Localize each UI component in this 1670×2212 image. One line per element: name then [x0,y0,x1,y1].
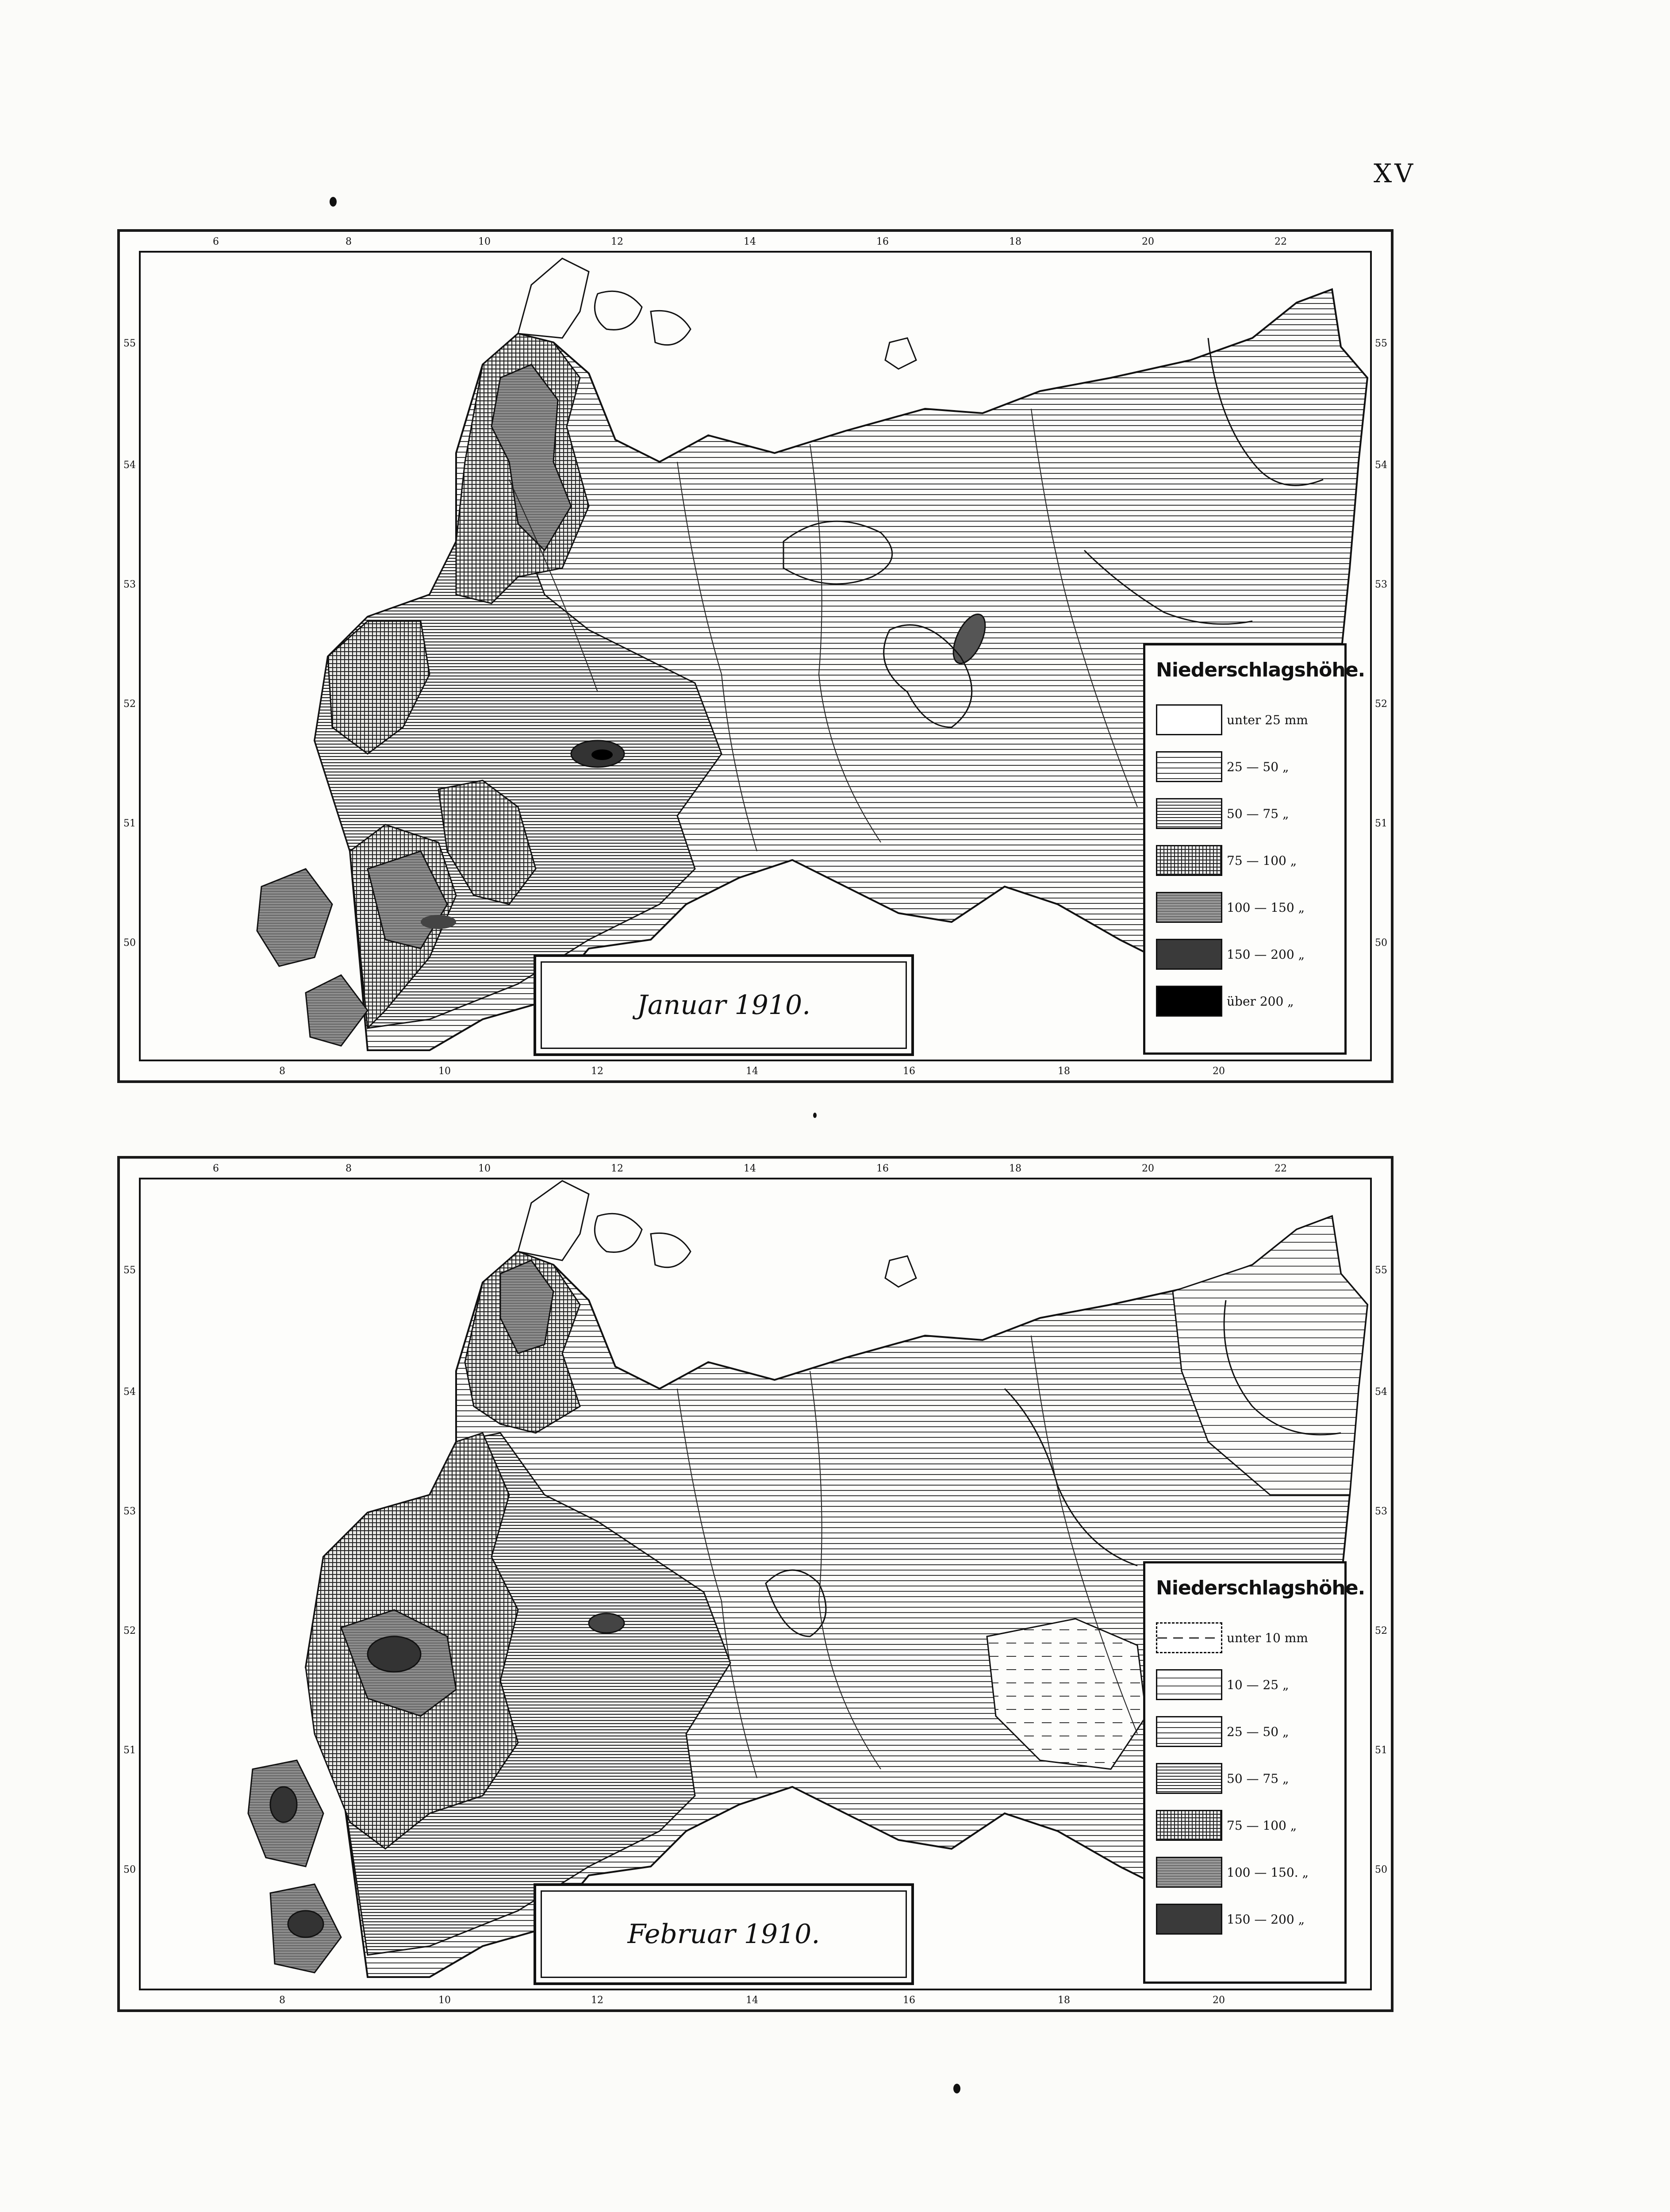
latitude-tick-right: 51 [1375,818,1387,829]
latitude-tick-left: 53 [123,579,136,590]
longitude-tick-top: 18 [1009,236,1021,247]
zone-100-150-southwest [257,869,332,966]
latitude-tick-left: 54 [123,460,136,471]
legend-item [1156,1755,1336,1802]
legend-item [1156,884,1336,931]
longitude-tick-bottom: 14 [746,1995,758,2006]
latitude-tick-left: 50 [123,937,136,949]
legend-label: 50 — 75 „ [1227,806,1289,821]
legend-swatch-gray-light [1156,892,1222,923]
legend-title: Niederschlagshöhe. [1156,1577,1365,1599]
longitude-tick-bottom: 10 [438,1066,451,1077]
latitude-tick-left: 52 [123,699,136,710]
legend-swatch-crosshatch [1156,1810,1222,1841]
legend-label: 10 — 25 „ [1227,1677,1289,1692]
longitude-tick-top: 14 [744,236,756,247]
legend [1143,643,1365,1055]
legend-label: über 200 „ [1227,994,1294,1009]
longitude-tick-bottom: 16 [903,1995,915,2006]
latitude-tick-right: 53 [1375,579,1387,590]
latitude-tick-right: 50 [1375,937,1387,949]
legend-item [1156,790,1336,837]
latitude-tick-left: 51 [123,818,136,829]
longitude-tick-bottom: 8 [279,1995,285,2006]
longitude-tick-top: 14 [744,1163,756,1174]
longitude-tick-top: 20 [1142,236,1154,247]
legend-swatch-lines-dense [1156,1763,1222,1794]
map-title-box [534,1883,914,1985]
latitude-tick-right: 55 [1375,338,1387,349]
page-number: XV [1374,158,1416,188]
legend-item [1156,1896,1336,1943]
latitude-tick-right: 52 [1375,1625,1387,1636]
longitude-tick-top: 20 [1142,1163,1154,1174]
longitude-tick-top: 8 [346,1163,352,1174]
print-speck [330,197,337,207]
longitude-tick-bottom: 20 [1213,1995,1225,2006]
legend-swatch-lines-dense [1156,798,1222,829]
precipitation-map-february [117,1156,1394,2012]
longitude-tick-bottom: 20 [1213,1066,1225,1077]
legend-item [1156,931,1336,978]
longitude-tick-bottom: 8 [279,1066,285,1077]
longitude-tick-top: 10 [478,236,491,247]
zone-150-200-b [270,1787,297,1822]
longitude-tick-bottom: 18 [1058,1995,1070,2006]
latitude-tick-right: 50 [1375,1864,1387,1875]
latitude-tick-left: 51 [123,1745,136,1756]
zone-150-200-c [421,915,456,929]
zone-150-200-a [368,1636,421,1672]
longitude-tick-bottom: 16 [903,1066,915,1077]
legend-item [1156,696,1336,743]
legend-item [1156,837,1336,884]
map-title-box [534,954,914,1056]
zone-100-150-south [306,975,368,1046]
legend-swatch-crosshatch [1156,845,1222,876]
latitude-tick-left: 50 [123,1864,136,1875]
latitude-tick-right: 54 [1375,460,1387,471]
longitude-tick-bottom: 18 [1058,1066,1070,1077]
precipitation-map-january [117,229,1394,1083]
longitude-tick-top: 6 [213,236,219,247]
longitude-tick-top: 12 [611,236,623,247]
legend-label: 75 — 100 „ [1227,1818,1297,1833]
legend-label: 150 — 200 „ [1227,947,1305,962]
longitude-tick-top: 12 [611,1163,623,1174]
longitude-tick-top: 18 [1009,1163,1021,1174]
legend-swatch-lines-wide [1156,751,1222,782]
latitude-tick-left: 53 [123,1506,136,1517]
latitude-tick-right: 53 [1375,1506,1387,1517]
latitude-tick-left: 55 [123,1265,136,1276]
print-speck [953,2084,960,2093]
zone-over-200 [591,749,613,760]
legend-item [1156,1708,1336,1755]
longitude-tick-top: 22 [1275,236,1287,247]
legend-label: 25 — 50 „ [1227,1724,1289,1739]
legend-item [1156,1661,1336,1708]
latitude-tick-left: 54 [123,1386,136,1398]
legend-swatch-dashes [1156,1622,1222,1653]
legend-swatch-black [1156,986,1222,1017]
longitude-tick-top: 22 [1275,1163,1287,1174]
latitude-tick-right: 54 [1375,1386,1387,1398]
longitude-tick-top: 16 [876,236,889,247]
legend-swatch-lines-wide [1156,1716,1222,1747]
latitude-tick-right: 52 [1375,699,1387,710]
legend-swatch-gray-dark [1156,1904,1222,1935]
legend [1143,1561,1365,1984]
map-title: Januar 1910. [637,990,811,1021]
legend-label: 50 — 75 „ [1227,1771,1289,1786]
legend-swatch-gray-light [1156,1857,1222,1888]
legend-swatch-gray-dark [1156,939,1222,970]
print-speck [813,1113,817,1118]
longitude-tick-top: 16 [876,1163,889,1174]
legend-item [1156,743,1336,790]
legend-item [1156,1614,1336,1661]
zone-150-200-d [589,1613,624,1633]
latitude-tick-right: 51 [1375,1745,1387,1756]
latitude-tick-left: 55 [123,338,136,349]
map-title: Februar 1910. [627,1919,820,1950]
longitude-tick-top: 6 [213,1163,219,1174]
zone-150-200-c [288,1911,323,1937]
legend-label: 25 — 50 „ [1227,759,1289,774]
legend-label: unter 25 mm [1227,712,1308,727]
legend-item [1156,1802,1336,1849]
legend-label: 100 — 150 „ [1227,900,1305,915]
latitude-tick-right: 55 [1375,1265,1387,1276]
legend-label: 150 — 200 „ [1227,1912,1305,1927]
longitude-tick-bottom: 12 [591,1066,603,1077]
legend-swatch-lines-sparse [1156,1669,1222,1700]
longitude-tick-bottom: 10 [438,1995,451,2006]
legend-item [1156,1849,1336,1896]
legend-label: unter 10 mm [1227,1630,1308,1645]
legend-title: Niederschlagshöhe. [1156,659,1365,681]
legend-label: 100 — 150. „ [1227,1865,1309,1880]
legend-label: 75 — 100 „ [1227,853,1297,868]
longitude-tick-top: 8 [346,236,352,247]
longitude-tick-bottom: 14 [746,1066,758,1077]
legend-item [1156,978,1336,1025]
legend-swatch-blank [1156,704,1222,735]
longitude-tick-bottom: 12 [591,1995,603,2006]
latitude-tick-left: 52 [123,1625,136,1636]
longitude-tick-top: 10 [478,1163,491,1174]
